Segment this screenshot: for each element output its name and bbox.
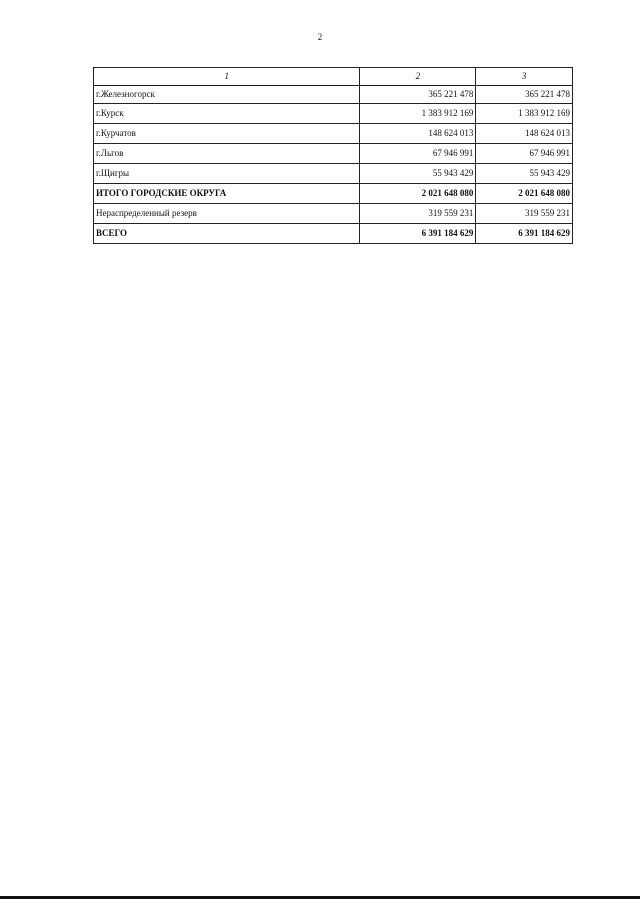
table-row-total	[94, 184, 573, 204]
row-value-col3: 2 021 648 080	[476, 184, 573, 204]
row-value-col2: 55 943 429	[360, 164, 476, 184]
row-name: Нераспределенный резерв	[94, 204, 360, 224]
table-header-row	[94, 68, 573, 86]
row-value-col2: 2 021 648 080	[360, 184, 476, 204]
row-name: г.Курск	[94, 104, 360, 124]
table-row-grand-total	[94, 224, 573, 244]
table-row	[94, 204, 573, 224]
row-name: г.Железногорск	[94, 86, 360, 104]
row-value-col2: 1 383 912 169	[360, 104, 476, 124]
row-name: ИТОГО ГОРОДСКИЕ ОКРУГА	[94, 184, 360, 204]
row-value-col3: 148 624 013	[476, 124, 573, 144]
row-value-col2: 6 391 184 629	[360, 224, 476, 244]
budget-table	[93, 67, 573, 244]
header-col-1: 1	[94, 68, 360, 86]
header-col-3: 3	[476, 68, 573, 86]
table-row	[94, 104, 573, 124]
row-value-col2: 319 559 231	[360, 204, 476, 224]
row-value-col3: 67 946 991	[476, 144, 573, 164]
table-row	[94, 164, 573, 184]
row-value-col3: 1 383 912 169	[476, 104, 573, 124]
row-name: г.Курчатов	[94, 124, 360, 144]
table-row	[94, 144, 573, 164]
row-value-col3: 365 221 478	[476, 86, 573, 104]
table-row	[94, 124, 573, 144]
row-value-col3: 319 559 231	[476, 204, 573, 224]
header-col-2: 2	[360, 68, 476, 86]
row-value-col2: 148 624 013	[360, 124, 476, 144]
row-name: г.Щигры	[94, 164, 360, 184]
row-value-col2: 67 946 991	[360, 144, 476, 164]
row-name: ВСЕГО	[94, 224, 360, 244]
row-name: г.Льгов	[94, 144, 360, 164]
row-value-col2: 365 221 478	[360, 86, 476, 104]
row-value-col3: 6 391 184 629	[476, 224, 573, 244]
bottom-scan-edge-rule	[0, 896, 640, 899]
page-number: 2	[317, 32, 323, 42]
table-row	[94, 86, 573, 104]
row-value-col3: 55 943 429	[476, 164, 573, 184]
